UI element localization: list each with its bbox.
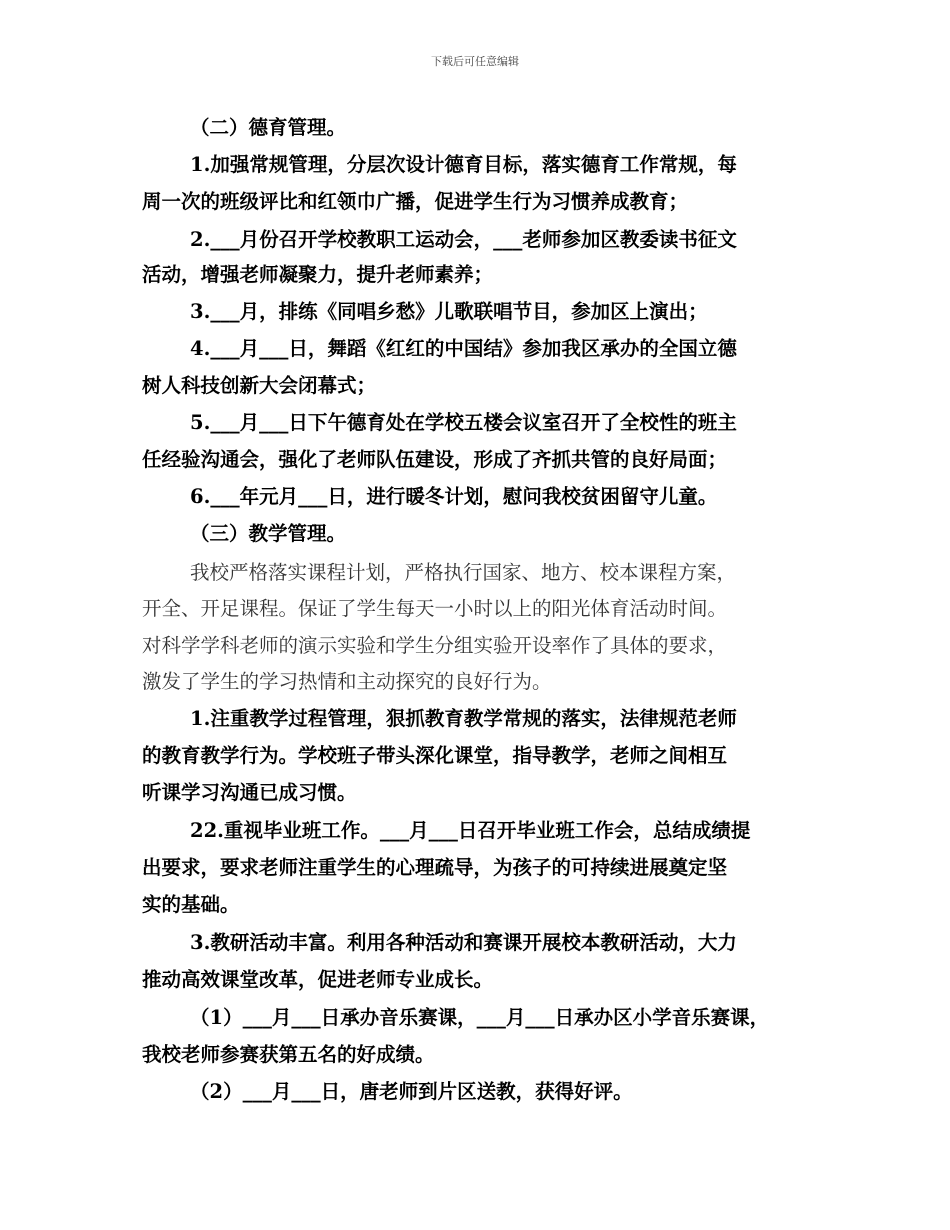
paragraph-line: 开全、开足课程。保证了学生每天一小时以上的阳光体育活动时间。	[142, 597, 728, 620]
paragraph-line: 3.教研活动丰富。利用各种活动和赛课开展校本教研活动，大力	[190, 931, 737, 954]
paragraph-line: 的教育教学行为。学校班子带头深化课堂，指导教学，老师之间相互	[142, 744, 728, 767]
section-heading-teaching: （三）教学管理。	[190, 522, 347, 545]
page-header: 下载后可任意编辑	[431, 55, 519, 68]
paragraph-line: 2.___月份召开学校教职工运动会，___老师参加区教委读书征文	[190, 228, 737, 251]
paragraph-line: 对科学学科老师的演示实验和学生分组实验开设率作了具体的要求，	[142, 634, 728, 657]
paragraph-line: 我校严格落实课程计划，严格执行国家、地方、校本课程方案，	[190, 561, 737, 584]
paragraph-line: 出要求，要求老师注重学生的心理疏导，为孩子的可持续进展奠定坚	[142, 856, 728, 879]
paragraph-line: 听课学习沟通已成习惯。	[142, 781, 357, 804]
paragraph-line: 3.___月，排练《同唱乡愁》儿歌联唱节目，参加区上演出；	[190, 300, 708, 323]
paragraph-line: 6.___年元月___日，进行暖冬计划，慰问我校贫困留守儿童。	[190, 485, 718, 508]
paragraph-line: 任经验沟通会，强化了老师队伍建设，形成了齐抓共管的良好局面；	[142, 448, 728, 471]
paragraph-line: 4.___月___日，舞蹈《红红的中国结》参加我区承办的全国立德	[190, 337, 737, 360]
paragraph-line: 实的基础。	[142, 893, 240, 916]
paragraph-line: 活动，增强老师凝聚力，提升老师素养；	[142, 263, 494, 286]
paragraph-line: 22.重视毕业班工作。___月___日召开毕业班工作会，总结成绩提	[190, 819, 751, 842]
paragraph-line: 激发了学生的学习热情和主动探究的良好行为。	[142, 670, 552, 693]
paragraph-line: 周一次的班级评比和红领巾广播，促进学生行为习惯养成教育；	[142, 190, 689, 213]
paragraph-line: 我校老师参赛获第五名的好成绩。	[142, 1043, 435, 1066]
section-heading-moral: （二）德育管理。	[190, 116, 347, 139]
paragraph-line: （1）___月___日承办音乐赛课，___月___日承办区小学音乐赛课，	[190, 1006, 770, 1029]
paragraph-line: 推动高效课堂改革，促进老师专业成长。	[142, 968, 494, 991]
paragraph-line: （2）___月___日，唐老师到片区送教，获得好评。	[190, 1080, 633, 1103]
paragraph-line: 树人科技创新大会闭幕式；	[142, 374, 377, 397]
paragraph-line: 1.加强常规管理，分层次设计德育目标，落实德育工作常规，每	[190, 153, 737, 176]
paragraph-line: 1.注重教学过程管理，狠抓教育教学常规的落实，法律规范老师	[190, 707, 737, 730]
paragraph-line: 5.___月___日下午德育处在学校五楼会议室召开了全校性的班主	[190, 411, 737, 434]
